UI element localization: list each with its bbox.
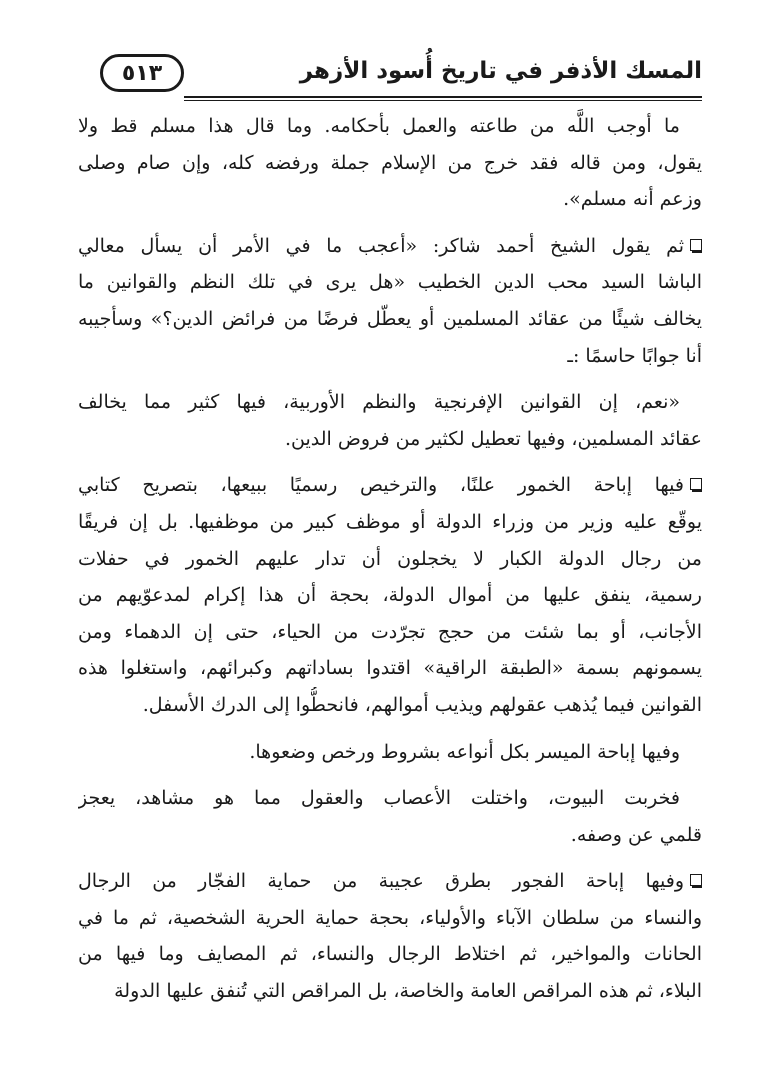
running-title: المسك الأذفر في تاريخ أُسود الأزهر <box>299 58 702 84</box>
text-line <box>78 301 702 338</box>
paragraph <box>78 228 702 374</box>
text-line <box>78 614 702 651</box>
text-line <box>78 780 702 817</box>
text-line <box>78 421 702 458</box>
text-line <box>78 817 702 854</box>
line-text: أنا جوابًا حاسمًا :ـ <box>567 344 702 367</box>
line-text: يوقّع عليه وزير من وزراء الدولة أو موظف كبير من موظفيها. بل إن فريقًا <box>78 510 702 533</box>
header-rule-thin <box>184 100 702 101</box>
paragraph <box>78 863 702 1009</box>
text-line <box>78 577 702 614</box>
header-rule <box>184 96 702 98</box>
text-line <box>78 734 702 771</box>
body-text <box>78 108 702 1020</box>
square-bullet-icon <box>690 874 702 886</box>
line-text: فيها إباحة الخمور علنًا، والترخيص رسميًا ببيعها، بتصريح كتابي <box>78 474 684 497</box>
line-text: الأجانب، أو بما شئت من حجج تجرّدت من الحياء، حتى إن الدهماء ومن <box>78 620 702 643</box>
text-line <box>78 541 702 578</box>
line-text: من رجال الدولة الكبار لا يخجلون أن تدار عليهم الخمور في حفلات <box>78 547 702 570</box>
page-header <box>100 50 702 102</box>
line-text: رسمية، ينفق عليها من أموال الدولة، بحجة أن هذا إكرام لمدعوّيهم من <box>78 584 702 607</box>
text-line <box>78 936 702 973</box>
text-line <box>78 384 702 421</box>
line-text: قلمي عن وصفه. <box>570 823 702 846</box>
text-line <box>78 687 702 724</box>
text-line <box>78 863 702 900</box>
text-line <box>78 504 702 541</box>
square-bullet-icon <box>690 239 702 251</box>
text-line <box>78 108 702 145</box>
page-number-badge <box>100 54 184 92</box>
square-bullet-icon <box>690 478 702 490</box>
line-text: الحانات والمواخير، ثم اختلاط الرجال والنساء، ثم المصايف وما فيها من <box>78 943 702 966</box>
text-line <box>78 228 702 265</box>
text-line <box>78 145 702 182</box>
line-text: وفيها إباحة الميسر بكل أنواعه بشروط ورخص وضعوها. <box>249 740 680 763</box>
text-line <box>78 181 702 218</box>
line-text: البلاء، ثم هذه المراقص العامة والخاصة، بل المراقص التي تُنفق عليها الدولة <box>114 980 702 1003</box>
line-text: فخربت البيوت، واختلت الأعصاب والعقول مما هو مشاهد، يعجز <box>78 787 680 810</box>
line-text: والنساء من سلطان الآباء والأولياء، بحجة حماية الحرية الشخصية، ثم ما في <box>78 906 702 929</box>
line-text: يقول، ومن قاله فقد خرج من الإسلام جملة ورفضه كله، وإن صام وصلى <box>78 151 702 174</box>
paragraph <box>78 467 702 723</box>
text-line <box>78 650 702 687</box>
paragraph <box>78 384 702 457</box>
line-text: وفيها إباحة الفجور بطرق عجيبة من حماية الفجّار من الرجال <box>78 870 684 893</box>
line-text: عقائد المسلمين، وفيها تعطيل لكثير من فروض الدين. <box>285 427 702 450</box>
line-text: الباشا السيد محب الدين الخطيب «هل يرى في تلك النظم والقوانين ما <box>78 271 702 294</box>
text-line <box>78 900 702 937</box>
line-text: وزعم أنه مسلم». <box>563 188 702 211</box>
page-number: ٥١٣ <box>121 60 163 86</box>
paragraph <box>78 780 702 853</box>
text-line <box>78 973 702 1010</box>
line-text: ثم يقول الشيخ أحمد شاكر: «أعجب ما في الأمر أن يسأل معالي <box>78 234 684 257</box>
text-line <box>78 264 702 301</box>
line-text: القوانين فيما يُذهب عقولهم ويذيب أموالهم، فانحطُّوا إلى الدرك الأسفل. <box>142 693 702 716</box>
line-text: «نعم، إن القوانين الإفرنجية والنظم الأوربية، فيها كثير مما يخالف <box>78 391 680 414</box>
paragraph <box>78 108 702 218</box>
text-line <box>78 338 702 375</box>
line-text: ما أوجب اللَّه من طاعته والعمل بأحكامه. وما قال هذا مسلم قط ولا <box>78 115 680 137</box>
line-text: يخالف شيئًا من عقائد المسلمين أو يعطّل فرضًا من فرائض الدين؟» وسأجيبه <box>78 307 702 330</box>
paragraph <box>78 734 702 771</box>
line-text: يسمونهم بسمة «الطبقة الراقية» اقتدوا بساداتهم وكبرائهم، واستغلوا هذه <box>78 657 702 680</box>
text-line <box>78 467 702 504</box>
